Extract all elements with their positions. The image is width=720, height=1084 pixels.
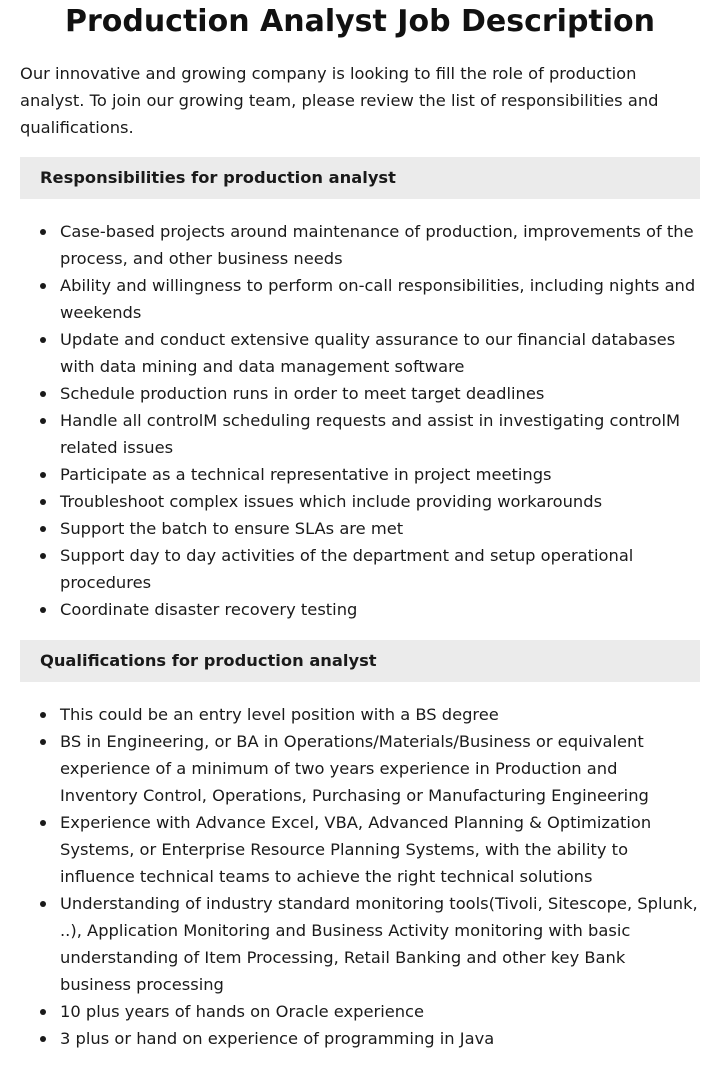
list-item-text: BS in Engineering, or BA in Operations/Materials/Business or equivalent experience of a minimum of two years experience in Production and Inventory Control, Operations, Purchasing or Manufacturing Engineering bbox=[60, 732, 649, 805]
list-item bbox=[20, 488, 700, 515]
list-item bbox=[20, 809, 700, 890]
qualifications-list bbox=[20, 701, 700, 1052]
list-item bbox=[20, 998, 700, 1025]
list-item bbox=[20, 515, 700, 542]
responsibilities-heading: Responsibilities for production analyst bbox=[20, 157, 700, 199]
bullet-icon bbox=[40, 337, 46, 343]
list-item bbox=[20, 407, 700, 461]
bullet-icon bbox=[40, 229, 46, 235]
qualifications-heading: Qualifications for production analyst bbox=[20, 640, 700, 682]
list-item-text: 10 plus years of hands on Oracle experience bbox=[60, 1002, 425, 1021]
list-item bbox=[20, 596, 700, 623]
responsibilities-list bbox=[20, 218, 700, 623]
list-item-text: This could be an entry level position with a BS degree bbox=[60, 705, 499, 724]
list-item-text: Update and conduct extensive quality assurance to our financial databases with data mining and data management software bbox=[60, 330, 676, 376]
bullet-icon bbox=[40, 1009, 46, 1015]
list-item bbox=[20, 272, 700, 326]
list-item bbox=[20, 701, 700, 728]
bullet-icon bbox=[40, 712, 46, 718]
list-item-text: Troubleshoot complex issues which include providing workarounds bbox=[60, 492, 603, 511]
list-item bbox=[20, 542, 700, 596]
list-item-text: Experience with Advance Excel, VBA, Advanced Planning & Optimization Systems, or Enterprise Resource Planning Systems, with the ability to influence technical teams to achieve the right technical solutions bbox=[60, 813, 652, 886]
list-item-text: Support day to day activities of the department and setup operational procedures bbox=[60, 546, 634, 592]
intro-paragraph: Our innovative and growing company is looking to fill the role of production analyst. To join our growing team, please review the list of responsibilities and qualifications. bbox=[20, 64, 659, 137]
bullet-icon bbox=[40, 607, 46, 613]
list-item-text: 3 plus or hand on experience of programming in Java bbox=[60, 1029, 495, 1048]
page-title: Production Analyst Job Description bbox=[64, 4, 656, 39]
bullet-icon bbox=[40, 499, 46, 505]
bullet-icon bbox=[40, 283, 46, 289]
list-item bbox=[20, 890, 700, 998]
list-item-text: Schedule production runs in order to meet target deadlines bbox=[60, 384, 545, 403]
list-item-text: Handle all controlM scheduling requests and assist in investigating controlM related issues bbox=[60, 411, 681, 457]
bullet-icon bbox=[40, 820, 46, 826]
list-item-text: Understanding of industry standard monitoring tools(Tivoli, Sitescope, Splunk, ..), Application Monitoring and Business Activity monitoring with basic understanding of Item Processing, Retail Banking and other key Bank business processing bbox=[60, 894, 698, 994]
list-item-text: Participate as a technical representative in project meetings bbox=[60, 465, 552, 484]
list-item bbox=[20, 461, 700, 488]
bullet-icon bbox=[40, 526, 46, 532]
bullet-icon bbox=[40, 739, 46, 745]
list-item-text: Ability and willingness to perform on-call responsibilities, including nights and weekends bbox=[60, 276, 696, 322]
list-item bbox=[20, 380, 700, 407]
list-item-text: Support the batch to ensure SLAs are met bbox=[60, 519, 404, 538]
bullet-icon bbox=[40, 1036, 46, 1042]
list-item bbox=[20, 1025, 700, 1052]
bullet-icon bbox=[40, 418, 46, 424]
bullet-icon bbox=[40, 472, 46, 478]
list-item bbox=[20, 218, 700, 272]
bullet-icon bbox=[40, 391, 46, 397]
bullet-icon bbox=[40, 553, 46, 559]
list-item bbox=[20, 326, 700, 380]
bullet-icon bbox=[40, 901, 46, 907]
list-item-text: Case-based projects around maintenance of production, improvements of the process, and other business needs bbox=[60, 222, 694, 268]
list-item bbox=[20, 728, 700, 809]
list-item-text: Coordinate disaster recovery testing bbox=[60, 600, 358, 619]
